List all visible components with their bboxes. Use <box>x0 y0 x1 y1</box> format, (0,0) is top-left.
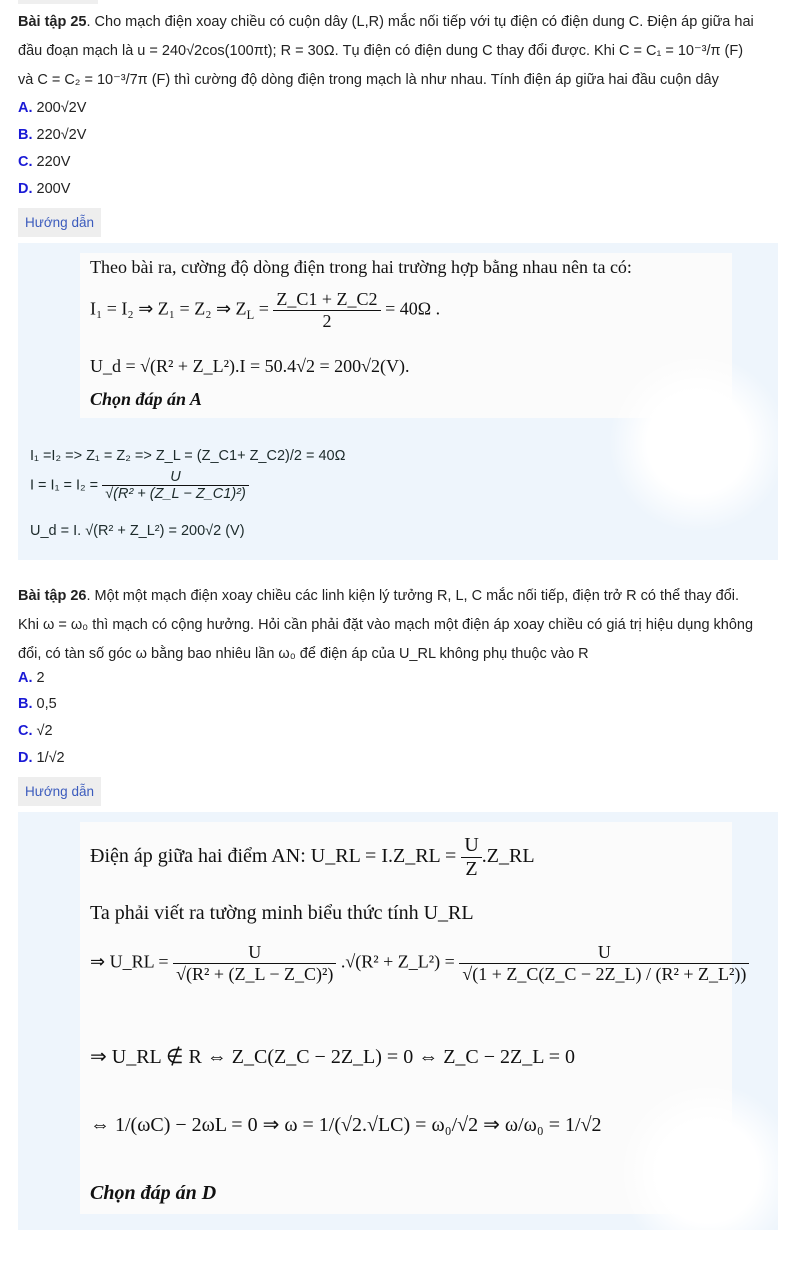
guide-button[interactable]: Hướng dẫn <box>18 208 101 237</box>
guide-button[interactable]: Hướng dẫn <box>18 777 101 806</box>
solution-panel <box>18 243 778 560</box>
exercise-26-question: Bài tập 26. Một một mạch điện xoay chiều các linh kiện lý tưởng R, L, C mắc nối tiếp, điện trở R có thể thay đổi. Khi ω = ω₀ thì mạch có cộng hưởng. Hỏi cần phải đặt vào mạch một điện áp xoay chiều có giá trị hiệu dụng không đổi, có tàn số góc ω bằng bao nhiêu lần ω₀ để điện áp của U_RL không phụ thuộc vào R <box>18 588 754 662</box>
solution-panel <box>18 812 778 1230</box>
option-c[interactable]: C. √2 <box>18 723 53 739</box>
option-b[interactable]: B. 0,5 <box>18 696 57 712</box>
option-d[interactable]: D. 1/√2 <box>18 750 65 766</box>
option-a[interactable]: A. 200√2V <box>18 100 87 116</box>
solution-image: Điện áp giữa hai điểm AN: U_RL = I.Z_RL = $\frac{U}{Z}$ .Z_RL Ta phải viết ra tường minh biểu thức tính U_RL ⇒ U_RL = $\frac{U}{\text{√(R² + (Z\_L − Z\_C)²)}}$ .√(R² + Z_L²) = $\frac{U}{\text{√(1 + Z\_C(Z\_C − 2Z\_L) / (R² + Z\_L²))}}$ ⇒ U_RL ∉ R ⇔ Z_C(Z_C − 2Z_L) = 0 ⇔ Z_C − 2Z_L = 0 ⇔ 1/(ωC) − 2ωL = 0 ⇒ ω = 1/(√2.√LC) = ω₀/√2 ⇒ ω/ω₀ = 1/√2 Chọn đáp án D <box>80 822 732 1214</box>
option-d[interactable]: D. 200V <box>18 181 71 197</box>
option-b[interactable]: B. 220√2V <box>18 127 87 143</box>
solution-formula-2: I = I₁ = I₂ = $\frac{U}{\text{√(R² + (Z\_L − Z\_C1)²)}}$ <box>30 469 249 502</box>
exercise-title: Bài tập 25 <box>18 14 87 30</box>
exercise-25-question: Bài tập 25. Cho mạch điện xoay chiều có cuộn dây (L,R) mắc nối tiếp với tụ điện có điện dung C. Điện áp giữa hai đầu đoạn mạch là u = 240√2cos(100πt); R = 30Ω. Tụ điện có điện dung C thay đổi được. Khi C = C₁ = 10⁻³/π (F) và C = C₂ = 10⁻³/7π (F) thì cường độ dòng điện trong mạch là như nhau. Tính điện áp giữa hai đầu cuộn dây <box>18 14 754 88</box>
option-c[interactable]: C. 220V <box>18 154 71 170</box>
exercise-title: Bài tập 26 <box>18 588 87 604</box>
previous-guide-button-stub <box>18 0 98 4</box>
solution-formula-3: U_d = I. √(R² + Z_L²) = 200√2 (V) <box>30 523 245 539</box>
option-a[interactable]: A. 2 <box>18 670 45 686</box>
solution-formula-1: I₁ =I₂ => Z₁ = Z₂ => Z_L = (Z_C1+ Z_C2)/2 = 40Ω <box>30 448 346 464</box>
solution-image: Theo bài ra, cường độ dòng điện trong hai trường hợp bằng nhau nên ta có: I₁ = I₂ ⇒ Z₁ = Z₂ ⇒ $Z_L$ = $\frac{Z\_C1 + Z\_C2}{2}$ = 40Ω . U_d = √(R² + Z_L²).I = 50.4√2 = 200√2(V). Chọn đáp án A <box>80 253 732 418</box>
